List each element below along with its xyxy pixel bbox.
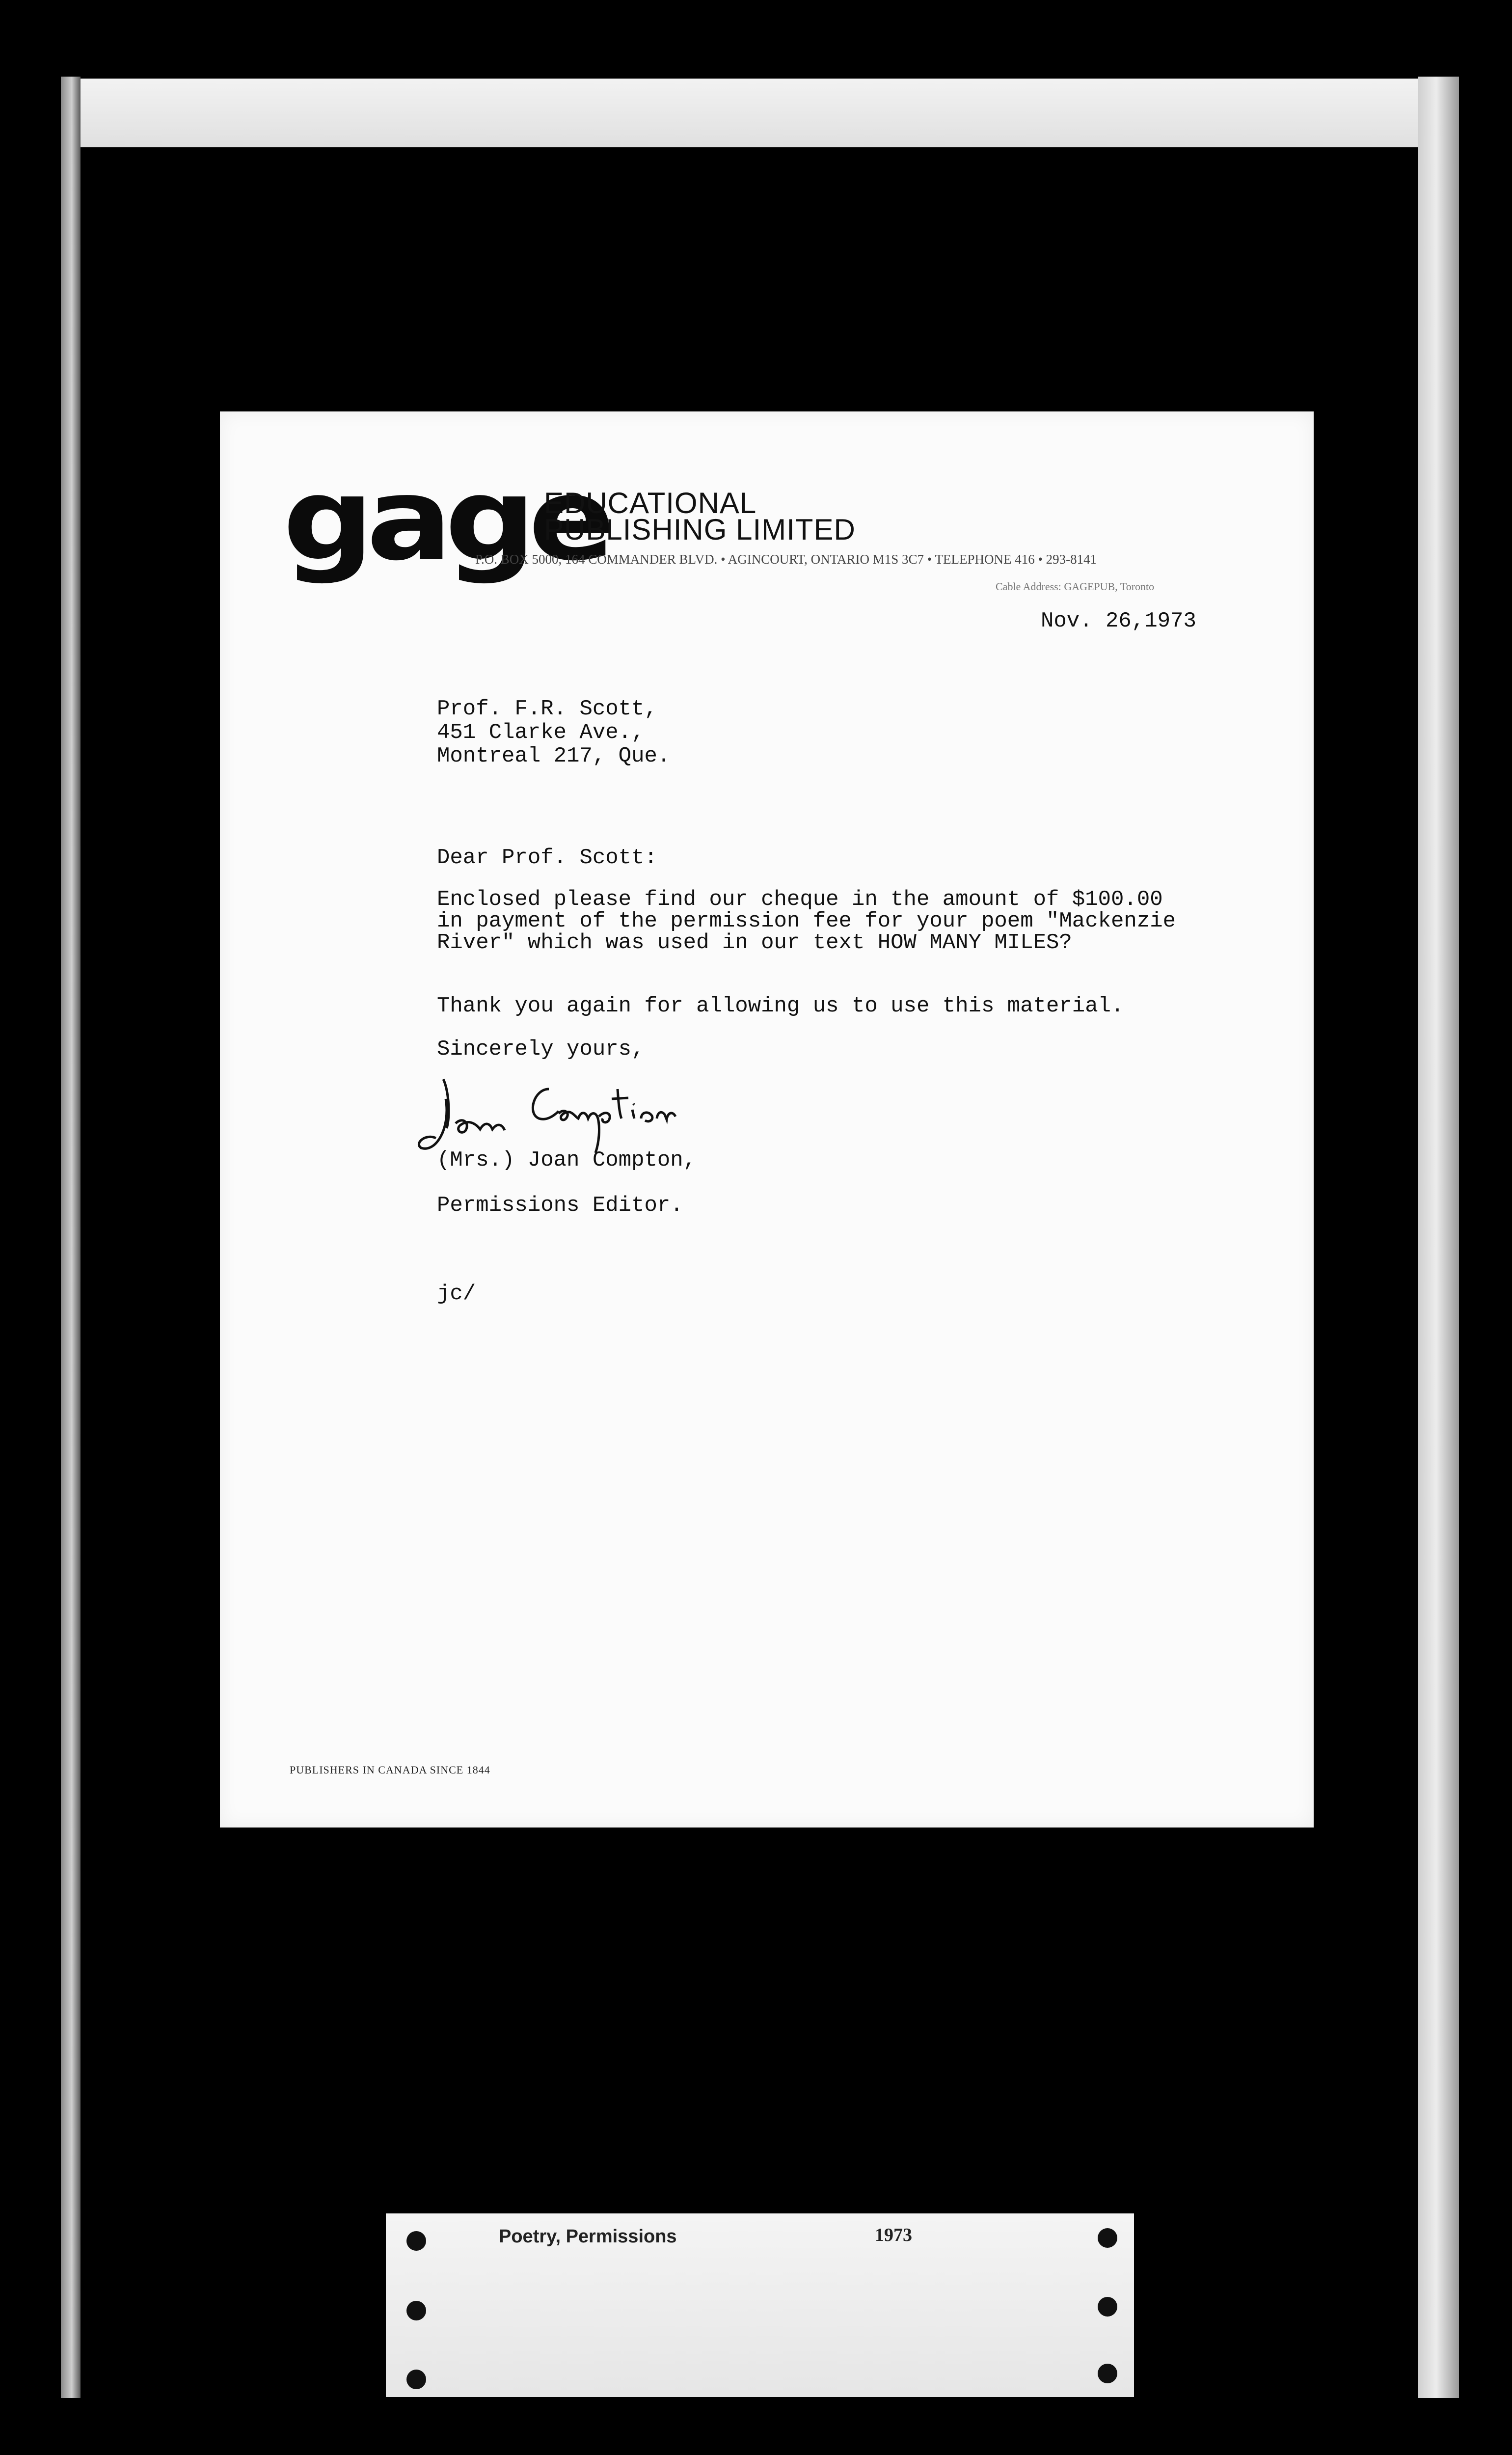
recipient-address [437,697,670,768]
recipient-line: Prof. F.R. Scott, [437,697,657,721]
punch-hole [406,2370,426,2389]
letter-body [437,889,1176,954]
company-name-line1: EDUCATIONAL [544,487,757,519]
handwritten-signature [416,1069,730,1158]
company-name [544,487,856,546]
film-top-strip [73,79,1418,147]
recipient-line: 451 Clarke Ave., [437,720,645,745]
signer-title: Permissions Editor. [437,1193,683,1218]
company-address: P.O. BOX 5000, 164 COMMANDER BLVD. • AGINCOURT, ONTARIO M1S 3C7 • TELEPHONE 416 • 293-8141 [475,552,1097,567]
film-left-edge [61,77,81,2398]
closing: Sincerely yours, [437,1037,645,1062]
punch-hole [1098,2228,1117,2248]
body-line: River" which was used in our text HOW MANY MILES? [437,930,1072,955]
gage-logo: gage [283,453,607,586]
punch-hole [1098,2297,1117,2317]
letterhead-footer: PUBLISHERS IN CANADA SINCE 1844 [290,1764,490,1776]
recipient-line: Montreal 217, Que. [437,744,671,768]
body-line: Enclosed please find our cheque in the amount of $100.00 [437,887,1163,912]
signer-name: (Mrs.) Joan Compton, [437,1148,697,1173]
file-label-subject: Poetry, Permissions [499,2226,677,2247]
typist-initials: jc/ [437,1282,476,1306]
file-label-year: 1973 [875,2225,912,2245]
body-line: in payment of the permission fee for your poem "Mackenzie [437,909,1176,933]
film-right-edge [1418,77,1459,2398]
file-label-card [386,2213,1134,2397]
punch-hole [406,2231,426,2251]
punch-hole [406,2301,426,2320]
punch-hole [1098,2364,1117,2383]
salutation: Dear Prof. Scott: [437,846,657,870]
cable-address: Cable Address: GAGEPUB, Toronto [996,580,1155,593]
thanks-line: Thank you again for allowing us to use this material. [437,994,1124,1018]
letter-page [220,411,1314,1828]
company-name-line2: PUBLISHING LIMITED [544,513,856,546]
letter-date: Nov. 26,1973 [1041,609,1196,633]
